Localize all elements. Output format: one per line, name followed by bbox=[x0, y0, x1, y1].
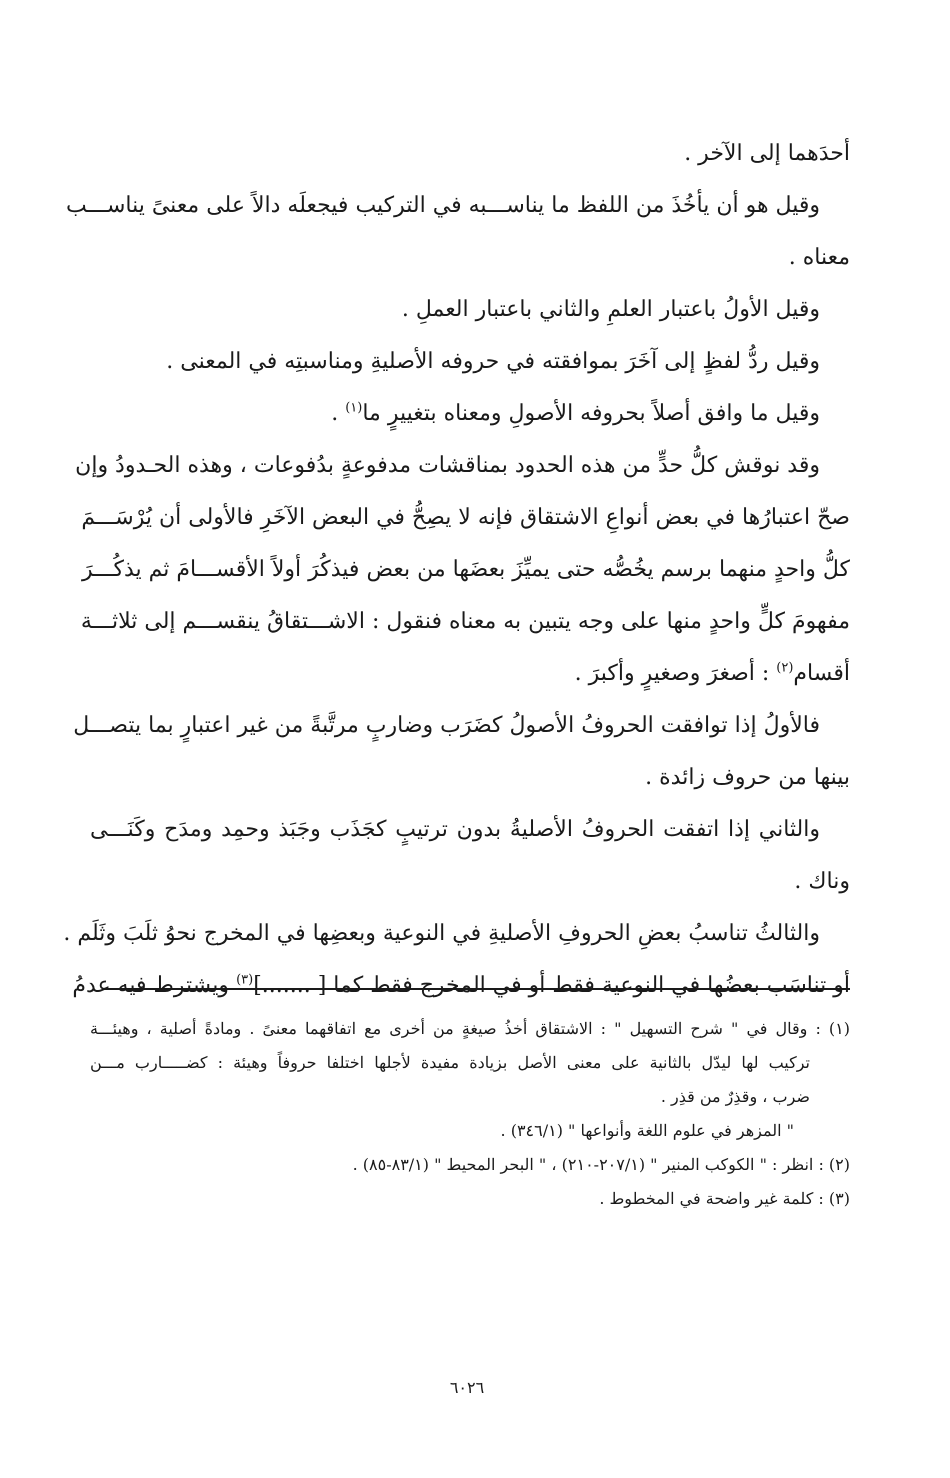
text-line bbox=[90, 752, 850, 804]
text-line bbox=[80, 596, 850, 648]
footnotes bbox=[90, 1012, 850, 1216]
text-span: فالأولُ إذا توافقت الحروفُ الأصولُ كضَرَب وضاربٍ مرتَّبةً من غير اعتبارٍ بما يتصـــل bbox=[73, 713, 820, 738]
text-span: كلُّ واحدٍ منهما برسم يخُصُّه حتى يميِّزَ بعضَها من بعض فيذكُرَ أولاً الأقســـامَ ثم يذكُـــرَ bbox=[82, 557, 850, 582]
text-span: أحدَهما إلى الآخر . bbox=[684, 141, 850, 166]
text-span: ضرب ، وقذِرٌ من قذِر . bbox=[660, 1087, 810, 1106]
text-span: وناك . bbox=[794, 869, 850, 894]
text-span: والثاني إذا اتفقت الحروفُ الأصليةُ بدون ترتيبٍ كجَذَب وجَبَذ وحمِد ومدَح وكَنَـــى bbox=[90, 817, 820, 842]
text-span: معناه . bbox=[788, 245, 850, 270]
main-text bbox=[63, 128, 850, 1012]
text-span: بينها من حروف زائدة . bbox=[645, 765, 850, 790]
text-line bbox=[90, 232, 850, 284]
text-span: وقيل ما وافق أصلاً بحروفه الأصولِ ومعناه بتغييرٍ ما bbox=[362, 401, 820, 426]
text-line bbox=[90, 336, 850, 388]
footnote-line bbox=[90, 1148, 850, 1182]
text-span: والثالثُ تناسبُ بعضِ الحروفِ الأصليةِ في النوعية وبعضِها في المخرج نحوُ ثلَبَ وثَلَم . bbox=[63, 921, 820, 946]
text-span: وقد نوقش كلُّ حدٍّ من هذه الحدود بمناقشات مدفوعةٍ بدُفوعات ، وهذه الحـدودُ وإن bbox=[75, 453, 820, 478]
text-line bbox=[90, 856, 850, 908]
text-span: وقيل الأولُ باعتبار العلمِ والثاني باعتبار العملِ . bbox=[401, 297, 820, 322]
footnote-line bbox=[90, 1080, 850, 1114]
text-line bbox=[90, 388, 850, 440]
footnote-divider bbox=[102, 988, 850, 990]
footnote-ref: (٣) bbox=[236, 972, 254, 988]
text-span: تركيب لها ليدّل بالثانية على معنى الأصل بزيادة مفيدة لأجلها اختلفا حروفاً وهيئة : كضـــــارب مـــن bbox=[90, 1053, 811, 1072]
text-span: أقسام bbox=[793, 661, 850, 686]
footnote-line bbox=[90, 1114, 850, 1148]
text-span: ويشترط فيه عدمُ bbox=[72, 973, 230, 998]
text-line bbox=[72, 960, 850, 1012]
text-span: وقيل ردُّ لفظٍ إلى آخَرَ بموافقته في حروفه الأصليةِ ومناسبتِه في المعنى . bbox=[166, 349, 820, 374]
text-line bbox=[81, 492, 850, 544]
text-line bbox=[63, 908, 850, 960]
page-number: ٦٠٢٦ bbox=[449, 1378, 485, 1397]
text-span: (٣) : كلمة غير واضحة في المخطوط . bbox=[599, 1189, 850, 1208]
text-line bbox=[90, 804, 850, 856]
footnote-ref: (٢) bbox=[776, 660, 794, 676]
text-line bbox=[73, 700, 850, 752]
footnote-line bbox=[90, 1012, 850, 1046]
text-line bbox=[90, 284, 850, 336]
footnote-line bbox=[90, 1182, 850, 1216]
text-line bbox=[82, 544, 850, 596]
text-line bbox=[66, 180, 850, 232]
text-span: (٢) : انظر : " الكوكب المنير " (٢٠٧/١-٢١٠) ، " البحر المحيط " (٨٣/١-٨٥) . bbox=[352, 1155, 850, 1174]
text-span: . bbox=[331, 401, 346, 426]
footnote-ref: (١) bbox=[345, 400, 363, 416]
text-span: وقيل هو أن يأخُذَ من اللفظ ما يناســـبه في التركيب فيجعلَه دالاً على معنىً يناســـب bbox=[66, 193, 820, 218]
text-span: صحّ اعتبارُها في بعض أنواعِ الاشتقاق فإنه لا يصِحُّ في البعض الآخَرِ فالأولى أن يُرْسَـــمَ bbox=[81, 505, 850, 530]
text-span: مفهومَ كلٍّ واحدٍ منها على وجه يتبين به معناه فنقول : الاشـــتقاقُ ينقســـم إلى ثلاثـــة bbox=[80, 609, 850, 634]
text-span: (١) : وقال في " شرح التسهيل " : الاشتقاق أخذُ صيغةٍ من أخرى مع اتفاقهما معنىً . ومادةً أصلية ، وهيئـــة bbox=[90, 1019, 850, 1038]
text-span: أو تناسَب بعضُها في النوعية فقط أو في المخرج فقط كما [ .......] bbox=[253, 973, 850, 998]
text-line bbox=[90, 128, 850, 180]
text-line bbox=[90, 648, 850, 700]
text-span: : أصغرَ وصغيرٍ وأكبرَ . bbox=[574, 661, 777, 686]
text-line bbox=[75, 440, 850, 492]
footnote-line bbox=[90, 1046, 850, 1080]
text-span: " المزهر في علوم اللغة وأنواعها " (٣٤٦/١) . bbox=[500, 1121, 794, 1140]
